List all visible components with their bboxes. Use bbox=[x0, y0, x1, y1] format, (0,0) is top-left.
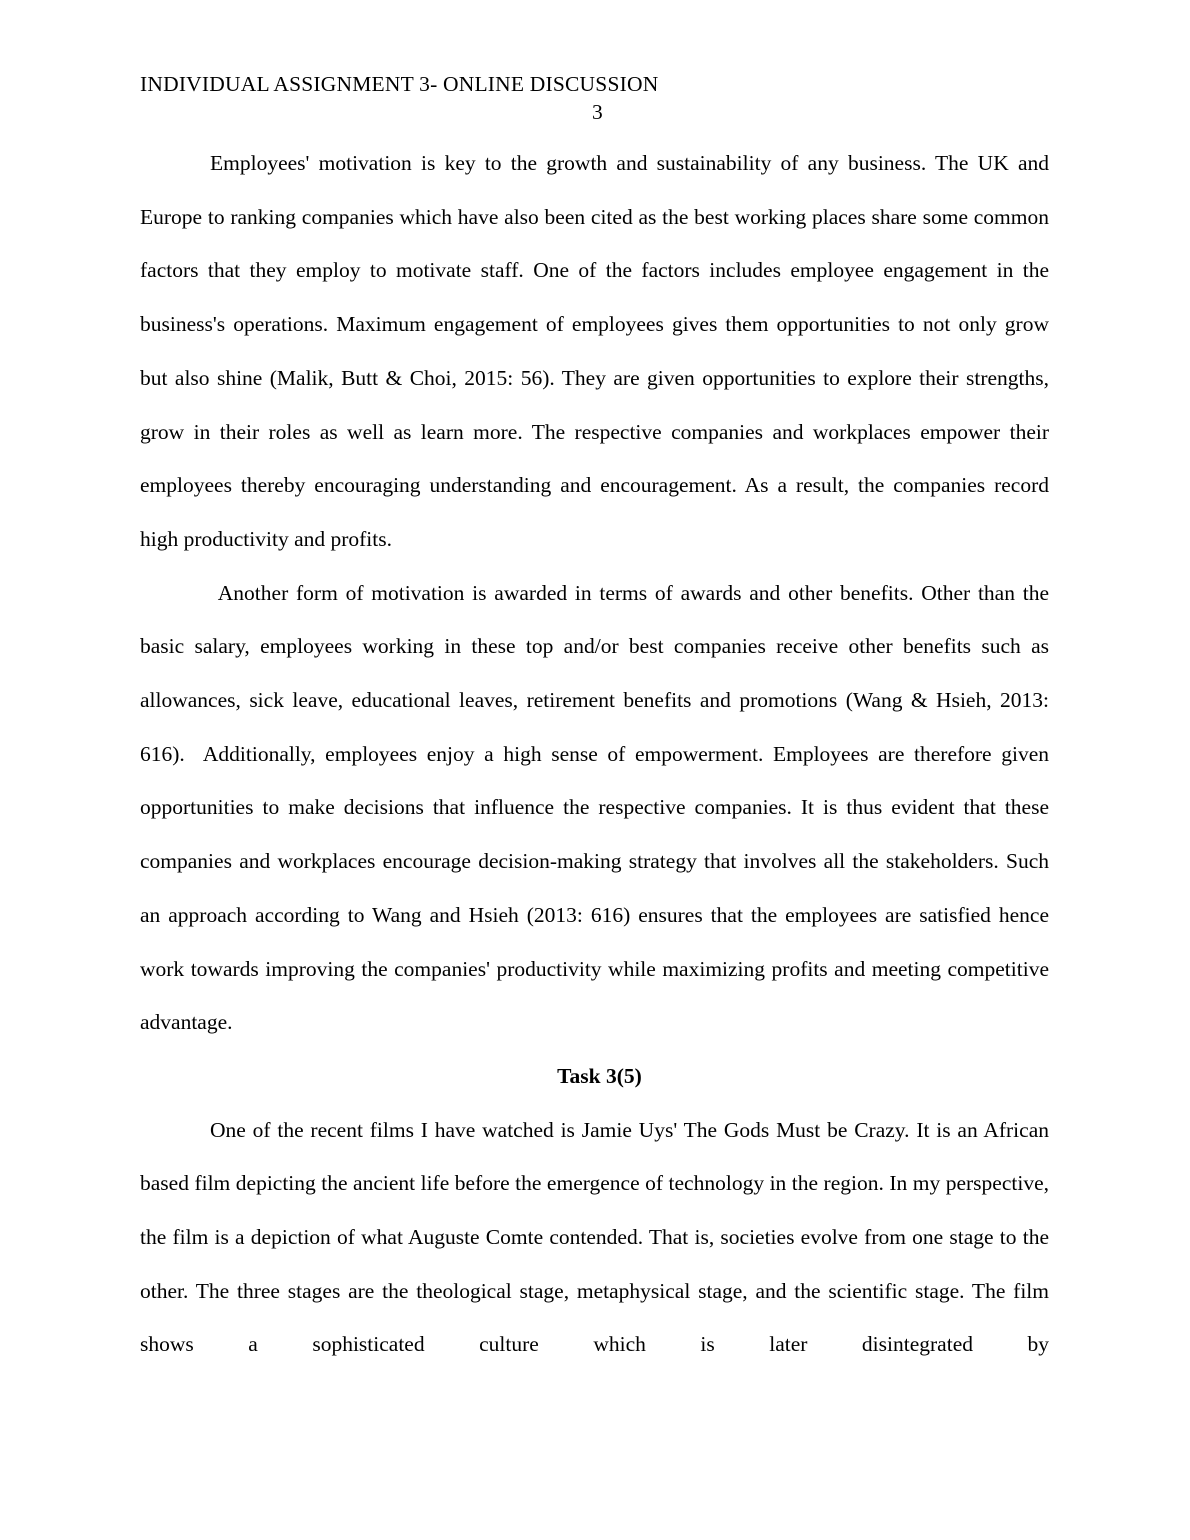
running-head: INDIVIDUAL ASSIGNMENT 3- ONLINE DISCUSSION bbox=[140, 72, 659, 96]
body-text bbox=[140, 137, 1055, 1372]
paragraph-employee-motivation: Employees' motivation is key to the growth and sustainability of any business. The UK and Europe to ranking companies which have also been cited as the best working places share some common factors that they employ to motivate staff. One of the factors includes employee engagement in the business's operations. Maximum engagement of employees gives them opportunities to not only grow but also shine (Malik, Butt & Choi, 2015: 56). They are given opportunities to explore their strengths, grow in their roles as well as learn more. The respective companies and workplaces empower their employees thereby encouraging understanding and encouragement. As a result, the companies record high productivity and profits. bbox=[140, 151, 1049, 551]
page-number: 3 bbox=[592, 100, 603, 124]
paragraph-film-discussion: One of the recent films I have watched is Jamie Uys' The Gods Must be Crazy. It is an African based film depicting the ancient life before the emergence of technology in the region. In my perspective, the film is a depiction of what Auguste Comte contended. That is, societies evolve from one stage to the other. The three stages are the theological stage, metaphysical stage, and the scientific stage. The film shows a sophisticated culture which is later disintegrated by bbox=[140, 1117, 1049, 1357]
section-heading: Task 3(5) bbox=[557, 1063, 642, 1088]
paragraph-awards-benefits: Another form of motivation is awarded in terms of awards and other benefits. Other than the basic salary, employees working in these top and/or best companies receive other benefits such as allowances, sick leave, educational leaves, retirement benefits and promotions (Wang & Hsieh, 2013: 616). Additionally, employees enjoy a high sense of empowerment. Employees are therefore given opportunities to make decisions that influence the respective companies. It is thus evident that these companies and workplaces encourage decision-making strategy that involves all the stakeholders. Such an approach according to Wang and Hsieh (2013: 616) ensures that the employees are satisfied hence work towards improving the companies' productivity while maximizing profits and meeting competitive advantage. bbox=[140, 580, 1055, 1035]
